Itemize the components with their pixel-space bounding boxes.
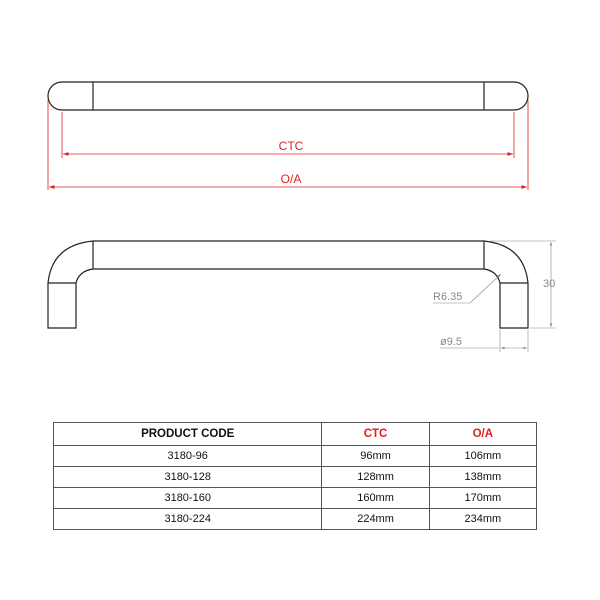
ctc-cell: 96mm <box>322 446 429 467</box>
oa-cell: 138mm <box>429 467 536 488</box>
oa-cell: 170mm <box>429 488 536 509</box>
oa-cell: 106mm <box>429 446 536 467</box>
handle-side-view <box>48 241 528 328</box>
diameter-annotation <box>440 330 528 352</box>
header-product-code: PRODUCT CODE <box>54 423 322 446</box>
product-code-cell: 3180-160 <box>54 488 322 509</box>
ctc-cell: 160mm <box>322 488 429 509</box>
header-ctc: CTC <box>322 423 429 446</box>
radius-label: R6.35 <box>433 291 463 303</box>
oa-label: O/A <box>280 172 302 186</box>
table-row <box>54 446 537 467</box>
product-spec-table <box>53 422 537 530</box>
height-label: 30 <box>543 278 556 290</box>
diameter-label: ø9.5 <box>440 336 463 348</box>
ctc-dimension <box>62 112 514 158</box>
table-row <box>54 509 537 530</box>
handle-top-view <box>48 82 528 110</box>
product-code-cell: 3180-96 <box>54 446 322 467</box>
product-code-cell: 3180-224 <box>54 509 322 530</box>
oa-cell: 234mm <box>429 509 536 530</box>
ctc-cell: 224mm <box>322 509 429 530</box>
ctc-cell: 128mm <box>322 467 429 488</box>
table-row <box>54 467 537 488</box>
header-oa: O/A <box>429 423 536 446</box>
table-header-row <box>54 423 537 446</box>
radius-annotation <box>433 274 501 303</box>
table-row <box>54 488 537 509</box>
ctc-label: CTC <box>278 139 304 153</box>
product-code-cell: 3180-128 <box>54 467 322 488</box>
